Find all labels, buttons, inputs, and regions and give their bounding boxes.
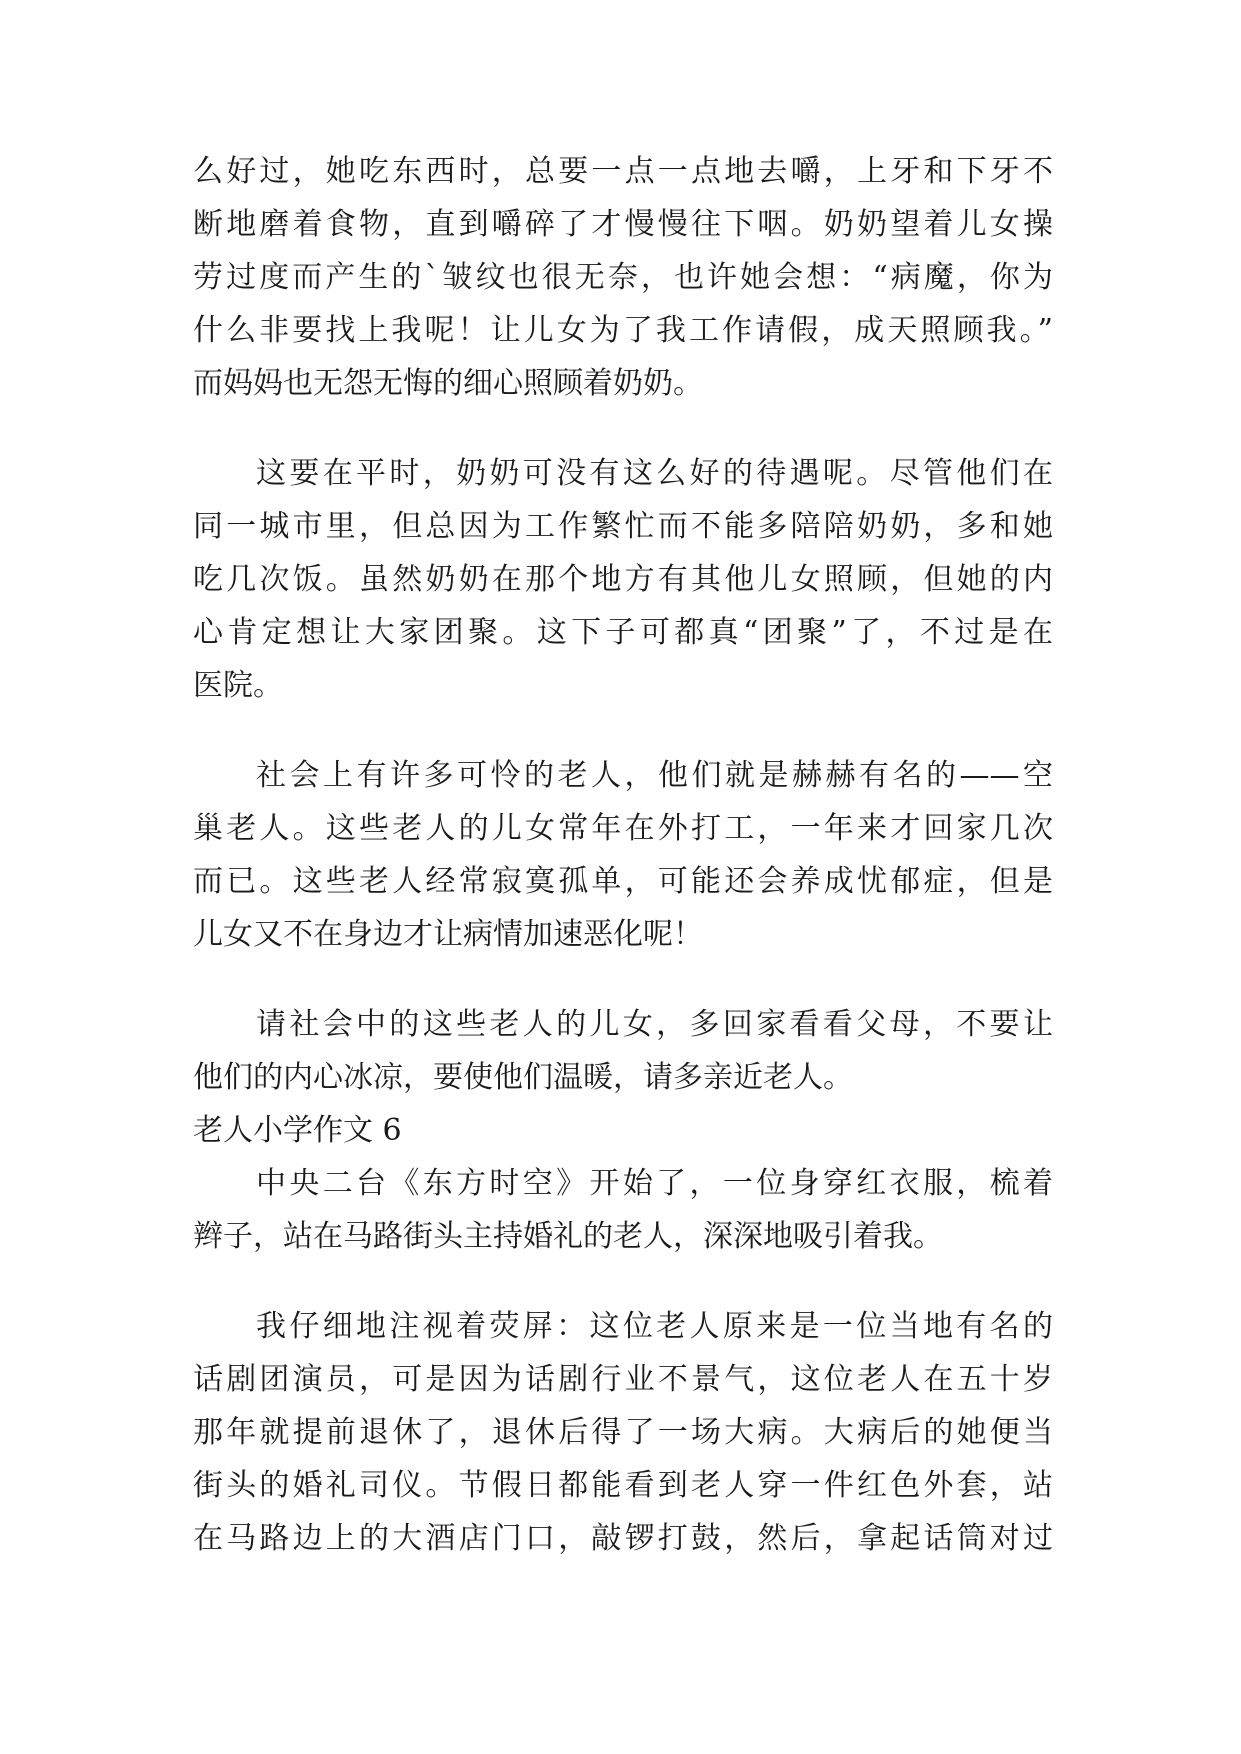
text-line: 在马路边上的大酒店门口，敲锣打鼓，然后，拿起话筒对过 — [193, 1521, 1053, 1556]
text-line: 话剧团演员，可是因为话剧行业不景气，这位老人在五十岁 — [193, 1362, 1053, 1397]
section-heading: 老人小学作文 6 — [193, 1113, 402, 1148]
text-line: 而已。这些老人经常寂寞孤单，可能还会养成忧郁症，但是 — [193, 864, 1053, 899]
paragraph-first-line: 中央二台《东方时空》开始了，一位身穿红衣服，梳着 — [256, 1166, 1053, 1201]
text-line: 街头的婚礼司仪。节假日都能看到老人穿一件红色外套，站 — [193, 1468, 1053, 1503]
paragraph-first-line: 请社会中的这些老人的儿女，多回家看看父母，不要让 — [256, 1007, 1053, 1042]
text-line: 断地磨着食物，直到嚼碎了才慢慢往下咽。奶奶望着儿女操 — [193, 207, 1053, 242]
text-line: 巢老人。这些老人的儿女常年在外打工，一年来才回家几次 — [193, 811, 1053, 846]
text-line: 辫子，站在马路街头主持婚礼的老人，深深地吸引着我。 — [193, 1219, 943, 1254]
text-line: 那年就提前退休了，退休后得了一场大病。大病后的她便当 — [193, 1415, 1053, 1450]
text-line: 同一城市里，但总因为工作繁忙而不能多陪陪奶奶，多和她 — [193, 509, 1053, 544]
paragraph-first-line: 这要在平时，奶奶可没有这么好的待遇呢。尽管他们在 — [256, 456, 1053, 491]
text-line: 心肯定想让大家团聚。这下子可都真“团聚”了，不过是在 — [193, 615, 1053, 650]
text-line: 儿女又不在身边才让病情加速恶化呢！ — [193, 917, 703, 952]
text-line: 他们的内心冰凉，要使他们温暖，请多亲近老人。 — [193, 1060, 853, 1095]
text-line: 么好过，她吃东西时，总要一点一点地去嚼，上牙和下牙不 — [193, 154, 1053, 189]
text-line: 医院。 — [193, 668, 283, 703]
paragraph-first-line: 我仔细地注视着荧屏：这位老人原来是一位当地有名的 — [256, 1309, 1053, 1344]
text-line: 什么非要找上我呢！让儿女为了我工作请假，成天照顾我。” — [193, 313, 1053, 348]
text-line: 吃几次饭。虽然奶奶在那个地方有其他儿女照顾，但她的内 — [193, 562, 1053, 597]
text-line: 劳过度而产生的`皱纹也很无奈，也许她会想：“病魔，你为 — [193, 260, 1053, 295]
paragraph-first-line: 社会上有许多可怜的老人，他们就是赫赫有名的——空 — [256, 758, 1053, 793]
text-line: 而妈妈也无怨无悔的细心照顾着奶奶。 — [193, 366, 703, 401]
